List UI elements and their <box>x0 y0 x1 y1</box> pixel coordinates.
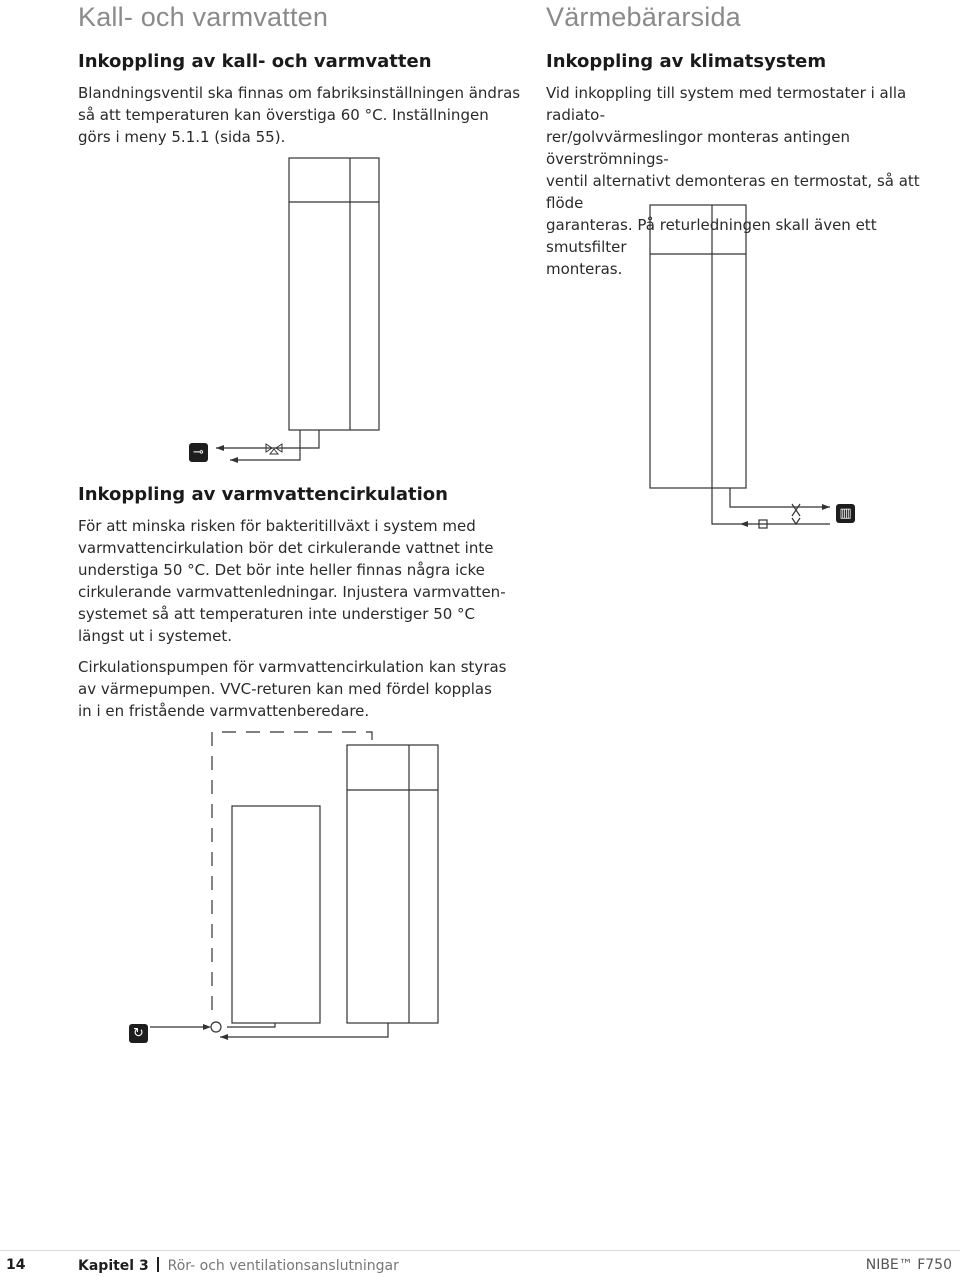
vvc-dashed-line <box>222 732 372 745</box>
section-title-kall-varmvatten: Kall- och varmvatten <box>78 2 329 32</box>
tap-icon: ⊸ <box>189 443 208 462</box>
text-line: av värmepumpen. VVC-returen kan med fördel kopplas <box>78 680 492 698</box>
subtitle-kall-varmvatten: Inkoppling av kall- och varmvatten <box>78 51 432 72</box>
text-line: Blandningsventil ska finnas om fabriksinställningen ändras <box>78 84 521 102</box>
text-line: görs i meny 5.1.1 (sida 55). <box>78 128 286 146</box>
text-line: rer/golvvärmeslingor monteras antingen överströmnings- <box>546 128 850 168</box>
text-line: varmvattencirkulation bör det cirkulerande vattnet inte <box>78 539 494 557</box>
text-line: systemet så att temperaturen inte understiger 50 °C <box>78 605 476 623</box>
text-line: För att minska risken för bakteritillväxt i system med <box>78 517 476 535</box>
text-line: cirkulerande varmvattenledningar. Injustera varmvatten- <box>78 583 506 601</box>
text-line: monteras. <box>546 260 623 278</box>
subtitle-varmvattencirkulation: Inkoppling av varmvattencirkulation <box>78 484 448 505</box>
text-line: längst ut i systemet. <box>78 627 233 645</box>
text-line: understiga 50 °C. Det bör inte heller finnas några icke <box>78 561 485 579</box>
chapter-separator <box>157 1257 159 1272</box>
chapter-label: Kapitel 3 <box>78 1258 149 1274</box>
text-line: garanteras. På returledningen skall även ett smutsfilter <box>546 216 877 256</box>
circulation-icon: ↻ <box>129 1024 148 1043</box>
arrow-head <box>220 1034 228 1040</box>
footer-chapter <box>78 1257 399 1274</box>
subtitle-klimatsystem: Inkoppling av klimatsystem <box>546 51 827 72</box>
vvc-pipe <box>220 1023 388 1037</box>
product-name: NIBE™ F750 <box>865 1257 952 1273</box>
text-line: så att temperaturen kan överstiga 60 °C. Inställningen <box>78 106 489 124</box>
section-title-varmebararsida: Värmebärarsida <box>546 2 741 32</box>
radiator-icon: ▥ <box>836 504 855 523</box>
page-number: 14 <box>6 1257 26 1273</box>
heat-pump-unit <box>347 745 438 1023</box>
circulation-pump <box>211 1022 221 1032</box>
footer-divider <box>0 1250 960 1251</box>
text-line: Vid inkoppling till system med termostater i alla radiato- <box>546 84 907 124</box>
chapter-title: Rör- och ventilationsanslutningar <box>167 1258 399 1274</box>
text-line: in i en fristående varmvattenberedare. <box>78 702 370 720</box>
text-line: Cirkulationspumpen för varmvattencirkulation kan styras <box>78 658 507 676</box>
water-heater <box>232 806 320 1023</box>
text-line: ventil alternativt demonteras en termostat, så att flöde <box>546 172 920 212</box>
